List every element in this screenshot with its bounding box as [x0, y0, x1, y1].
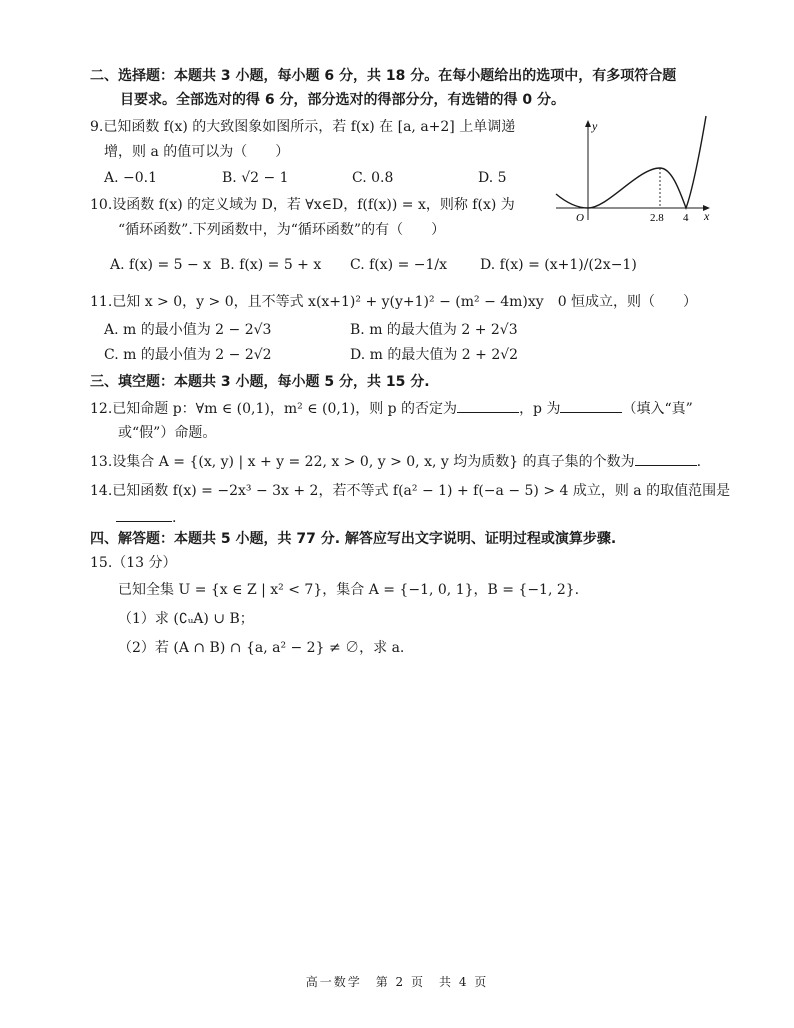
tick-label-2-8: 2.8	[650, 212, 664, 224]
q11-option-a: A. m 的最小值为 2 − 2√3	[104, 322, 272, 338]
function-curve	[556, 116, 706, 208]
q10-option-d: D. f(x) = (x+1)/(2x−1)	[480, 257, 637, 273]
q15-part2: （2）若 (A ∩ B) ∩ {a, a² − 2} ≠ ∅，求 a.	[118, 640, 405, 656]
q10-stem-line2: “循环函数”.下列函数中，为“循环函数”的有（ ）	[118, 222, 446, 238]
q15-stem: 已知全集 U = {x ∈ Z | x² < 7}，集合 A = {−1, 0, 1}，B = {−1, 2}.	[118, 582, 580, 598]
q14-stem-line2	[116, 507, 176, 528]
origin-label: O	[576, 212, 584, 224]
q11-options-row1	[104, 320, 518, 340]
section2-heading-line1: 二、选择题：本题共 3 小题，每小题 6 分，共 18 分。在每小题给出的选项中，有多项符合题	[90, 68, 677, 84]
section3-heading: 三、填空题：本题共 3 小题，每小题 5 分，共 15 分.	[90, 374, 430, 390]
q10-option-a: A. f(x) = 5 − x	[110, 257, 212, 273]
q14-text-b: .	[172, 510, 177, 526]
q10-stem-line1: 10.设函数 f(x) 的定义域为 D，若 ∀x∈D，f(f(x)) = x，则称 f(x) 为	[90, 197, 515, 213]
q9-stem-line1: 9.已知函数 f(x) 的大致图象如图所示，若 f(x) 在 [a, a+2] 上单调递	[90, 119, 516, 135]
q13-text-b: .	[696, 454, 702, 470]
q14-answer-blank[interactable]	[116, 507, 172, 522]
q11-options-row2	[104, 345, 518, 365]
q12-text-a: 12.已知命题 p：∀m ∈ (0,1)，m² ∈ (0,1)，则 p 的否定为	[90, 401, 458, 417]
q12-text-b: ，p 为	[519, 401, 561, 417]
q12-stem-line1	[90, 398, 693, 419]
q15-title: 15.（13 分）	[90, 555, 177, 571]
q11-option-d: D. m 的最大值为 2 + 2√2	[350, 347, 519, 363]
section2-heading-line2: 目要求。全部选对的得 6 分，部分选对的得部分分，有选错的得 0 分。	[120, 92, 565, 108]
tick-label-4: 4	[683, 212, 689, 224]
q11-option-b: B. m 的最大值为 2 + 2√3	[350, 322, 518, 338]
q11-option-c: C. m 的最小值为 2 − 2√2	[104, 347, 272, 363]
q13-stem-line1	[90, 451, 701, 472]
q11-stem-line1: 11.已知 x > 0，y > 0，且不等式 x(x+1)² + y(y+1)² − (m² − 4m)xy 0 恒成立，则（ ）	[90, 294, 698, 310]
q9-option-d: D. 5	[478, 170, 507, 186]
y-axis-label: y	[592, 119, 598, 133]
q12-answer-blank-1[interactable]	[457, 398, 519, 413]
q12-text-c: （填入“真”	[622, 401, 693, 417]
section4-heading: 四、解答题：本题共 5 小题，共 77 分. 解答应写出文字说明、证明过程或演算步骤.	[90, 531, 617, 547]
page-footer: 高一数学 第 2 页 共 4 页	[305, 975, 489, 989]
x-axis-label: x	[704, 209, 710, 223]
q9-option-a: A. −0.1	[104, 170, 158, 186]
y-axis-arrow	[585, 120, 591, 127]
q10-option-b: B. f(x) = 5 + x	[220, 257, 322, 273]
q15-part1: （1）求 (∁ᵤA) ∪ B；	[118, 611, 254, 627]
q9-function-graph	[552, 112, 714, 224]
q13-answer-blank[interactable]	[635, 451, 697, 466]
q10-option-c: C. f(x) = −1/x	[350, 257, 447, 273]
q9-option-c: C. 0.8	[352, 170, 394, 186]
q9-option-b: B. √2 − 1	[222, 170, 289, 186]
q13-text-a: 13.设集合 A = {(x, y) | x + y = 22, x > 0, y > 0, x, y 均为质数} 的真子集的个数为	[90, 454, 635, 470]
q12-answer-blank-2[interactable]	[560, 398, 622, 413]
q14-stem-line1: 14.已知函数 f(x) = −2x³ − 3x + 2，若不等式 f(a² − 1) + f(−a − 5) > 4 成立，则 a 的取值范围是	[90, 483, 731, 499]
q10-options	[110, 255, 637, 275]
q12-stem-line2: 或“假”）命题。	[118, 425, 217, 441]
q9-options	[104, 168, 507, 188]
q9-stem-line2: 增，则 a 的值可以为（ ）	[104, 144, 290, 160]
